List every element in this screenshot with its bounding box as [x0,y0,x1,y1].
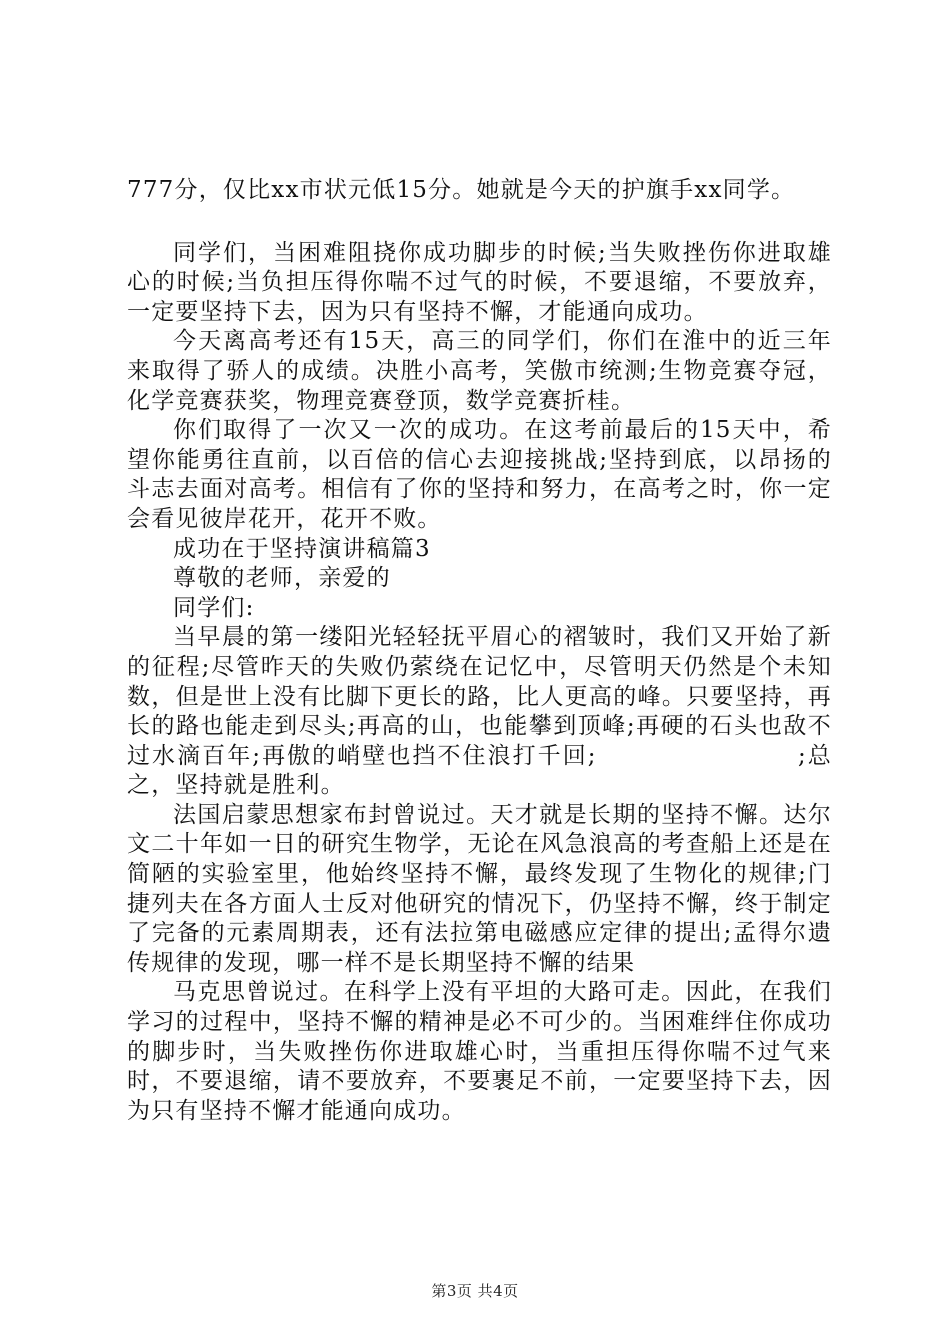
section-heading: 成功在于坚持演讲稿篇3 [173,535,431,562]
salutation-line: 同学们: [173,594,255,621]
paragraph: 今天离高考还有15天，高三的同学们，你们在淮中的近三年来取得了骄人的成绩。决胜小高考，笑傲市统测;生物竞赛夺冠，化学竞赛获奖，物理竞赛登顶，数学竞赛折桂。 [127,328,832,414]
paragraph: 当早晨的第一缕阳光轻轻抚平眉心的褶皱时，我们又开始了新的征程;尽管昨天的失败仍萦绕在记忆中，尽管明天仍然是个未知数，但是世上没有比脚下更长的路，比人更高的峰。只要坚持，再长的路也能走到尽头;再高的山，也能攀到顶峰;再硬的石头也敌不过水滴百年;再傲的峭壁也挡不住浪打千回; ;总之，坚持就是胜利。 [127,624,832,799]
paragraph: 法国启蒙思想家布封曾说过。天才就是长期的坚持不懈。达尔文二十年如一日的研究生物学，无论在风急浪高的考查船上还是在简陋的实验室里，他始终坚持不懈，最终发现了生物化的规律;门捷列夫在各方面人士反对他研究的情况下，仍坚持不懈，终于制定了完备的元素周期表，还有法拉第电磁感应定律的提出;孟得尔遗传规律的发现，哪一样不是长期坚持不懈的结果 [127,801,832,976]
paragraph: 你们取得了一次又一次的成功。在这考前最后的15天中，希望你能勇往直前，以百倍的信心去迎接挑战;坚持到底，以昂扬的斗志去面对高考。相信有了你的坚持和努力，在高考之时，你一定会看见彼岸花开，花开不败。 [127,417,832,532]
paragraph: 同学们，当困难阻挠你成功脚步的时候;当失败挫伤你进取雄心的时候;当负担压得你喘不过气的时候，不要退缩，不要放弃，一定要坚持下去，因为只有坚持不懈，才能通向成功。 [127,239,832,325]
paragraph: 马克思曾说过。在科学上没有平坦的大路可走。因此，在我们学习的过程中，坚持不懈的精神是必不可少的。当困难绊住你成功的脚步时，当失败挫伤你进取雄心时，当重担压得你喘不过气来时，不要退缩，请不要放弃，不要裹足不前，一定要坚持下去，因为只有坚持不懈才能通向成功。 [127,979,832,1124]
page-footer: 第3页 共4页 [431,1282,519,1300]
salutation-line: 尊敬的老师，亲爱的 [173,565,391,592]
document-body [127,176,832,1126]
paragraph-continuation: 777分，仅比xx市状元低15分。她就是今天的护旗手xx同学。 [127,177,796,203]
paragraph-gap [127,206,832,239]
